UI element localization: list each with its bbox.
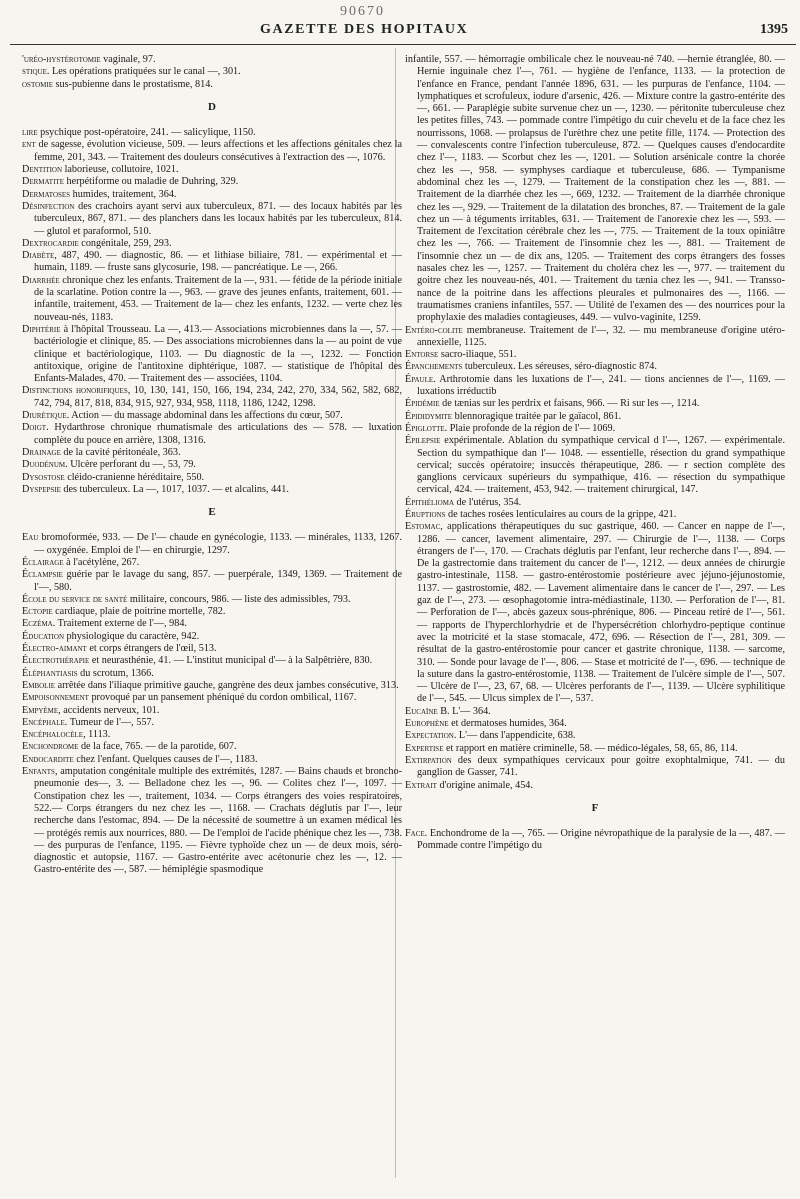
index-entry xyxy=(22,201,402,238)
entry-text: cléido-cranienne héréditaire, 550. xyxy=(64,471,205,483)
entry-head: Eucaïne xyxy=(405,705,438,717)
entry-text: . Arthrotomie dans les luxations de l'—, 241. — tions anciennes de l'—, 1169. — luxations irréductib xyxy=(417,373,785,398)
entry-head: Épilepsie xyxy=(405,435,441,447)
index-entry xyxy=(22,250,402,275)
entry-text: , 487, 490. — diagnostic, 86. — et lithiase biliaire, 781. — expérimental et — humain, 1189. — fruste sans glycosurie, 198. — pancréatique. Le —, 266. xyxy=(34,250,402,274)
entry-head: Dentition xyxy=(22,164,63,176)
entry-text: de la cavité péritonéale, 363. xyxy=(60,446,181,458)
entry-text: herpétiforme ou maladie de Duhring, 329. xyxy=(63,176,239,188)
index-entry xyxy=(22,459,402,471)
entry-head: Éclampsie xyxy=(22,569,63,581)
entry-text: à l'hôpital Trousseau. La —, 413.— Associations microbiennes dans la —, 57. — bactériologie et clinique, 85. — Des associations microbiennes dans la — au point de vue clinique et bactériologique, 1103. — Du diagnostic de la —, 1232. — Fonction antitoxique, origine de l'antitoxine diphtérique, 1087. — statistique de l'hôpital des Enfants-Malades, 470. — Traitement des — associées, 1104. xyxy=(34,323,402,385)
entry-head: Eczéma xyxy=(22,618,53,630)
entry-text: de tænias sur les perdrix et faisans, 966. — Ri sur les —, 1214. xyxy=(439,398,700,410)
index-entry xyxy=(22,606,402,618)
index-entry xyxy=(22,422,402,447)
entry-text: cardiaque, plaie de poitrine mortelle, 782. xyxy=(52,606,226,618)
index-entry xyxy=(405,435,785,496)
index-entry xyxy=(405,743,785,755)
entry-text: guérie par le lavage du sang, 857. — puerpérale, 1349, 1369. — Traitement de l'—, 580. xyxy=(34,569,402,593)
entry-text: laborieuse, collutoire, 1021. xyxy=(62,164,179,176)
index-entry xyxy=(22,324,402,385)
index-entry xyxy=(22,618,402,630)
index-entry xyxy=(22,385,402,410)
section-letter-e: E xyxy=(208,506,216,519)
index-entry xyxy=(405,730,785,742)
index-entry xyxy=(22,754,402,766)
entry-head: Éducation xyxy=(22,630,64,642)
entry-head: Face xyxy=(405,828,425,840)
index-entry xyxy=(22,557,402,569)
index-entry xyxy=(22,164,402,176)
index-entry xyxy=(22,729,402,741)
index-entry xyxy=(22,741,402,753)
entry-head: stique. xyxy=(22,66,50,78)
index-entry xyxy=(22,447,402,459)
entry-text: infantile, 557. — hémorragie ombilicale chez le nouveau-né 740. —hernie étranglée, 80. — Hernie inguinale chez l'—, 761. — hygiène de l'enfance, 1133. — la protection de l'enfance en France, pendant l'année 1896, 631. — les purpuras de l'enfance, 1104. — lymphatiques et scrofuleux, iodure d'arsenic, 426. — Mixture contre la gastro-entérite des —, 661. — Paraplégie subite survenue chez un —, 1230. — péritonite tuberculeuse chez les petites filles, 743. — pommade contre l'impétigo du cuir chevelu et de la face chez les nourrissons, 1068. — prolapsus de l'urèthre chez une petite fille, 1174. — Protection des — convalescents contre l'infection tuberculeuse, 872. — Quelques causes d'endocardite chez l'—, 1183. — Scorbut chez les —, 1201. — Solution arsénicale contre la chorée chez les —, 958. — symphyses cardiaque et tuberculeuse, 686. — Tympanisme abdominal chez les —, 1279. — Traitement de la constipation chez les —, 881. — Traitement de la diarrhée chez les —, 669, 1232. — Traitement de la diarrhée chronique chez les —, 929. — Traitement de la dilatation des bronches, 87. — Traitement de la gale chez un — à téguments irritables, 631. — Traitement de l'anorexie chez les —, 593. — Traitement de l'excitation cérébrale chez les —, 775. — Traitement de la toux opiniâtre chez les —, 766. — Traitement de l'insomnie chez les —, 881. — Traitement de l'insomnie chez un — de dix ans, 1205. — Traitement des corps étrangers des fosses nasales chez les —, 1257. — Traitement du choléra chez les —, 977. — traitement du goitre chez les nouveau-nés, 401. — Traitement du tænia chez les —, 941. — Transsonance de la poitrine dans les affections pleurales et pulmonaires des —, 1166. — traumatismes craniens infantiles, 557. — Utilité de l'examen des — des nourrices pour la prophylaxie des maladies contagieuses, 449. — vulvo-vaginite, 1259. xyxy=(405,54,785,324)
entry-text: expérimentale. Ablation du sympathique cervical d l'—, 1267. — expérimentale. Section du sympathique dan l'— 1048. — essentielle, résection du grand sympathique cervical; succès opératoire; insuccès thérapeutique, 286. — r section complète des ganglions cervicaux supérieurs du sympathique, 416. — résection du sympathique cervical, 424. — traitement, 453, 942. — traitement chirurgical, 147. xyxy=(417,435,785,496)
entry-head: Encéphalocèle xyxy=(22,729,84,741)
entry-head: Diphtérie xyxy=(22,323,61,335)
index-entry xyxy=(405,325,785,350)
entry-text: des crachoirs ayant servi aux tuberculeux, 871. — des locaux habités par les tuberculeux, 867, 871. — des planchers dans les locaux habités par les tuberculeux, 814. — glutol et paraformol, 510. xyxy=(34,200,402,237)
entry-text: et dermatoses humides, 364. xyxy=(448,718,567,730)
entry-head: Empoisonnement xyxy=(22,692,89,704)
entry-head: Duodénum xyxy=(22,459,66,471)
entry-head: Expertise xyxy=(405,742,444,754)
entry-head: Europhène xyxy=(405,718,449,730)
entry-text: . Hydarthrose chronique rhumatismale des articulations des — 578. — luxation complète du pouce en arrière, 1308, 1316. xyxy=(34,422,402,446)
entry-text: des tuberculeux. La —, 1017, 1037. — et alcalins, 441. xyxy=(60,483,289,495)
index-entry xyxy=(405,780,785,792)
f-entries xyxy=(405,828,785,853)
entry-text: et rapport en matière criminelle, 58. — médico-légales, 58, 65, 86, 114. xyxy=(443,742,738,754)
entry-text: physiologique du caractère, 942. xyxy=(64,630,200,642)
entry-text: B. L'— 364. xyxy=(437,705,491,717)
entry-head: Éclairage xyxy=(22,556,64,568)
index-entry xyxy=(405,423,785,435)
index-entry xyxy=(22,275,402,324)
index-entry xyxy=(22,484,402,496)
entry-text: , amputation congénitale multiple des extrémités, 1287. — Bains chauds et broncho-pneumonie des—, 3. — Belladone chez les —, 96. — Colites chez l'—, 1097. — Constipation chez les —, traitement, 1034. — Corps étrangers des voies respiratoires, 522.— Corps étrangers du nez chez les —, 1168. — Crachats déglutis par l'—, leur recherche dans l'estomac, 894. — De la nécessité de soumettre à un examen médical les — protégés remis aux nourrices, 880. — De l'emploi de l'acide phénique chez les —, 738. — des purpuras de l'enfance, 1195. — Fièvre typhoïde chez un — de deux mois, séro-diagnostic et autopsie, 1167. — Gastro-entérite avec acétonurie chez les —, 12. — Gastro-entérite des —, 587. — hémiplégie spasmodique xyxy=(34,766,402,876)
entry-head: Entorse xyxy=(405,349,439,361)
page-number: 1395 xyxy=(760,22,788,37)
entry-head: ostomie xyxy=(22,78,53,90)
entry-head: ent xyxy=(22,139,36,151)
entry-head: Dyspepsie xyxy=(22,483,61,495)
entry-head: Estomac xyxy=(405,521,441,533)
entry-text: psychique post-opératoire, 241. — salicylique, 1150. xyxy=(37,127,256,139)
entry-head: Extirpation xyxy=(405,754,452,766)
right-column xyxy=(405,54,785,853)
entry-head: Ectopie xyxy=(22,606,53,618)
index-entry xyxy=(22,569,402,594)
entry-text: blennoragique traitée par le gaïacol, 861. xyxy=(452,410,622,422)
entry-text: , accidents nerveux, 101. xyxy=(58,704,160,716)
section-letter-f: F xyxy=(591,801,599,814)
index-entry xyxy=(405,374,785,399)
right-top-entries xyxy=(405,54,785,792)
entry-head: Diurétique xyxy=(22,410,67,422)
entry-text: membraneuse. Traitement de l'—, 32. — mu membraneuse d'origine utéro-annexielle, 1125. xyxy=(417,324,785,348)
entry-head: Endocardite xyxy=(22,753,74,765)
index-entry xyxy=(405,398,785,410)
index-entry xyxy=(22,594,402,606)
entry-text: tuberculeux. Les séreuses, séro-diagnostic 874. xyxy=(462,361,657,373)
entry-head: Expectation xyxy=(405,730,454,742)
entry-head: 'uréo-hystérotomie xyxy=(22,54,101,65)
entry-text: et neurasthénie, 41. — L'institut municipal d'— à la Salpêtrière, 830. xyxy=(89,655,373,667)
entry-head: Extrait xyxy=(405,779,437,791)
d-entries xyxy=(22,127,402,496)
entry-head: Distinctions honorifiques xyxy=(22,385,128,397)
index-entry xyxy=(22,238,402,250)
entry-head: Dextrocardie xyxy=(22,237,79,249)
entry-text: , 10, 130, 141, 150, 166, 194, 234, 242, 270, 334, 562, 582, 682, 742, 794, 817, 818, 834, 915, 927, 934, 958, 1118, 1186, 1242, 1298. xyxy=(34,385,403,409)
index-entry xyxy=(22,631,402,643)
journal-title: GAZETTE DES HOPITAUX xyxy=(260,22,469,37)
index-entry xyxy=(405,54,785,325)
entry-text: de taches rosées lenticulaires au cours de la grippe, 421. xyxy=(445,508,677,520)
entry-head: Désinfection xyxy=(22,200,75,212)
entry-head: Dysostose xyxy=(22,471,65,483)
entry-head: Épidémie xyxy=(405,398,440,410)
library-stamp: 90670 xyxy=(340,4,385,19)
index-entry xyxy=(22,717,402,729)
entry-head: Enfants xyxy=(22,766,55,778)
index-entry xyxy=(22,472,402,484)
entry-head: Dermatite xyxy=(22,176,64,188)
entry-head: Eau xyxy=(22,532,39,544)
entry-head: Dermatoses xyxy=(22,188,71,200)
entry-head: Électro-aimant xyxy=(22,643,87,655)
entry-head: Éruptions xyxy=(405,508,446,520)
e-entries xyxy=(22,532,402,876)
index-entry xyxy=(405,706,785,718)
index-entry xyxy=(405,411,785,423)
index-entry xyxy=(405,361,785,373)
entry-text: des deux sympathiques cervicaux pour goitre exophtalmique, 741. — du ganglion de Gasser, 741. xyxy=(417,754,785,779)
index-entry xyxy=(22,705,402,717)
entry-text: d'origine animale, 454. xyxy=(436,779,533,791)
entry-text: sacro-iliaque, 551. xyxy=(438,349,517,361)
index-entry xyxy=(405,521,785,705)
entry-head: Épanchements xyxy=(405,361,463,373)
entry-text: . Traitement externe de l'—, 984. xyxy=(52,618,187,630)
entry-head: Épaule xyxy=(405,373,434,385)
entry-text: militaire, concours, 986. — liste des admissibles, 793. xyxy=(127,593,351,605)
index-entry xyxy=(22,66,402,78)
section-letter-d: D xyxy=(208,100,216,113)
index-entry xyxy=(405,509,785,521)
entry-text: , 1113. xyxy=(83,729,111,741)
index-entry xyxy=(22,189,402,201)
entry-text: . Enchondrome de la —, 765. — Origine névropathique de la paralysie de la —, 487. — Pommade contre l'impétigo du xyxy=(417,828,785,852)
entry-head: Embolie xyxy=(22,679,56,691)
index-entry xyxy=(405,718,785,730)
index-entry xyxy=(405,755,785,780)
entry-head: École du service de santé xyxy=(22,593,128,605)
entry-head: Épithélioma xyxy=(405,496,454,508)
entry-text: humides, traitement, 364. xyxy=(70,188,177,200)
entry-text: , applications thérapeutiques du suc gastrique, 460. — Cancer en nappe de l'—, 1286. — cancer, lavement alimentaire, 297. — Chirurgie de l'—, 1138. — Corps étrangers de l'—, 170. — Crachats déglutis par l'enfant, leur recherche dans l'—, 894. — De la gastrectomie dans traitement du cancer de l'—, 1212. — deux années de chirurgie gastro-intestinale, 1158. — gastro-entérostomie postérieure avec jéjuno-jéjunostomie, 1137. — gastrostomie, 482. — Lavement alimentaire dans le cancer de l'—, 297. — Les gaz de l'—, 273. — œsophagotomie intra-médiastinale, 1130. — Perforation de l'—, 81. — Perforation de l'—, abcès gazeux sous-phrénique, 806. — Pinceau retiré de l'—, 561. — rapports de l'hyperchlorhydrie et de l'hypersécrétion chlorhydro-peptique continue avec la motricité et la stase stomacale, 472, 696. — Résection de l'—, 281, 309. — résultat de la gastro-entérostomie pour cancer et gastrite chronique, 1138. — sarcome, 310. — Sonde pour lavage de l'—, 806. — Stase et motricité de l'—, 696. — technique de la suture dans la gastro-entérostomie, 1138. — Traitement de l'ulcère simple de l'—, 507. — Ulcère de l'—, 23, 67, 68. — Ulcères perforants de l'—, 1139. — Ulcère syphilitique de l'—, 545. — Ulcus simplex de l'—, 537. xyxy=(417,521,785,705)
entry-text: bromoformée, 933. — De l'— chaude en gynécologie, 1133. — minérales, 1133, 1267. — oxygénée. Emploi de l'— en chirurgie, 1297. xyxy=(34,532,402,556)
index-entry xyxy=(22,692,402,704)
entry-text: à l'acétylène, 267. xyxy=(63,556,140,568)
entry-text: de la face, 765. — de la parotide, 607. xyxy=(78,741,237,753)
entry-head: Empyème xyxy=(22,704,59,716)
entry-head: Drainage xyxy=(22,446,61,458)
entry-text: . Tumeur de l'—, 557. xyxy=(64,716,155,728)
index-entry xyxy=(22,410,402,422)
index-entry xyxy=(22,766,402,877)
entry-head: lire xyxy=(22,127,38,139)
header-rule xyxy=(10,44,796,45)
entry-text: Les opérations pratiquées sur le canal —, 301. xyxy=(49,66,241,78)
entry-text: . Action — du massage abdominal dans les affections du cœur, 507. xyxy=(66,410,343,422)
index-entry xyxy=(22,54,402,66)
entry-head: Encéphale xyxy=(22,716,65,728)
entry-head: Électrothérapie xyxy=(22,655,90,667)
index-entry xyxy=(22,655,402,667)
index-entry xyxy=(405,828,785,853)
index-entry xyxy=(22,139,402,164)
entry-text: arrêtée dans l'iliaque primitive gauche, gangrène des deux jambes consécutive, 313. xyxy=(55,679,399,691)
entry-text: sus-pubienne dans le prostatisme, 814. xyxy=(52,78,213,90)
entry-text: vaginale, 97. xyxy=(100,54,156,65)
index-entry xyxy=(22,127,402,139)
index-entry xyxy=(22,668,402,680)
index-entry xyxy=(22,79,402,91)
entry-head: Diarrhée xyxy=(22,274,60,286)
index-entry xyxy=(22,643,402,655)
entry-head: Enchondrome xyxy=(22,741,79,753)
entry-text: de sagesse, évolution vicieuse, 509. — leurs affections et les affections génitales chez la femme, 201, 343. — Traitement des douleurs consécutives à l'extraction des —, 1076. xyxy=(34,139,402,163)
entry-text: du scrotum, 1366. xyxy=(77,667,154,679)
left-column xyxy=(22,54,402,877)
entry-text: chronique chez les enfants. Traitement de la —, 931. — fétide de la période initiale de la scarlatine. Potion contre la —, 963. — grave des jeunes enfants, traitement, 601. — infantile, traitement, 453. — Traitement de la— chez les enfants, 1232. — verte chez les nouveau-nés, 1183. xyxy=(34,274,402,323)
index-entry xyxy=(22,680,402,692)
entry-text: chez l'enfant. Quelques causes de l'—, 1183. xyxy=(73,753,258,765)
index-entry xyxy=(405,349,785,361)
entry-head: Entéro-colite xyxy=(405,324,463,336)
entry-head: Diabète xyxy=(22,250,55,262)
entry-text: . Plaie profonde de la région de l'— 1069. xyxy=(444,422,616,434)
entry-head: Épididymite xyxy=(405,410,453,422)
entry-head: Épiglotte xyxy=(405,422,445,434)
entry-head: Éléphantiasis xyxy=(22,667,78,679)
index-entry xyxy=(22,532,402,557)
page-header xyxy=(0,22,800,40)
entry-text: et corps étrangers de l'œil, 513. xyxy=(86,643,217,655)
entry-text: provoqué par un pansement phéniqué du cordon ombilical, 1167. xyxy=(88,692,357,704)
entry-text: . L'— dans l'appendicite, 638. xyxy=(453,730,576,742)
entry-text: de l'utérus, 354. xyxy=(454,496,522,508)
entry-text: congénitale, 259, 293. xyxy=(78,237,172,249)
index-entry xyxy=(405,497,785,509)
left-top-entries xyxy=(22,54,402,91)
entry-head: Doigt xyxy=(22,422,47,434)
index-entry xyxy=(22,176,402,188)
entry-text: . Ulcère perforant du —, 53, 79. xyxy=(65,459,196,471)
